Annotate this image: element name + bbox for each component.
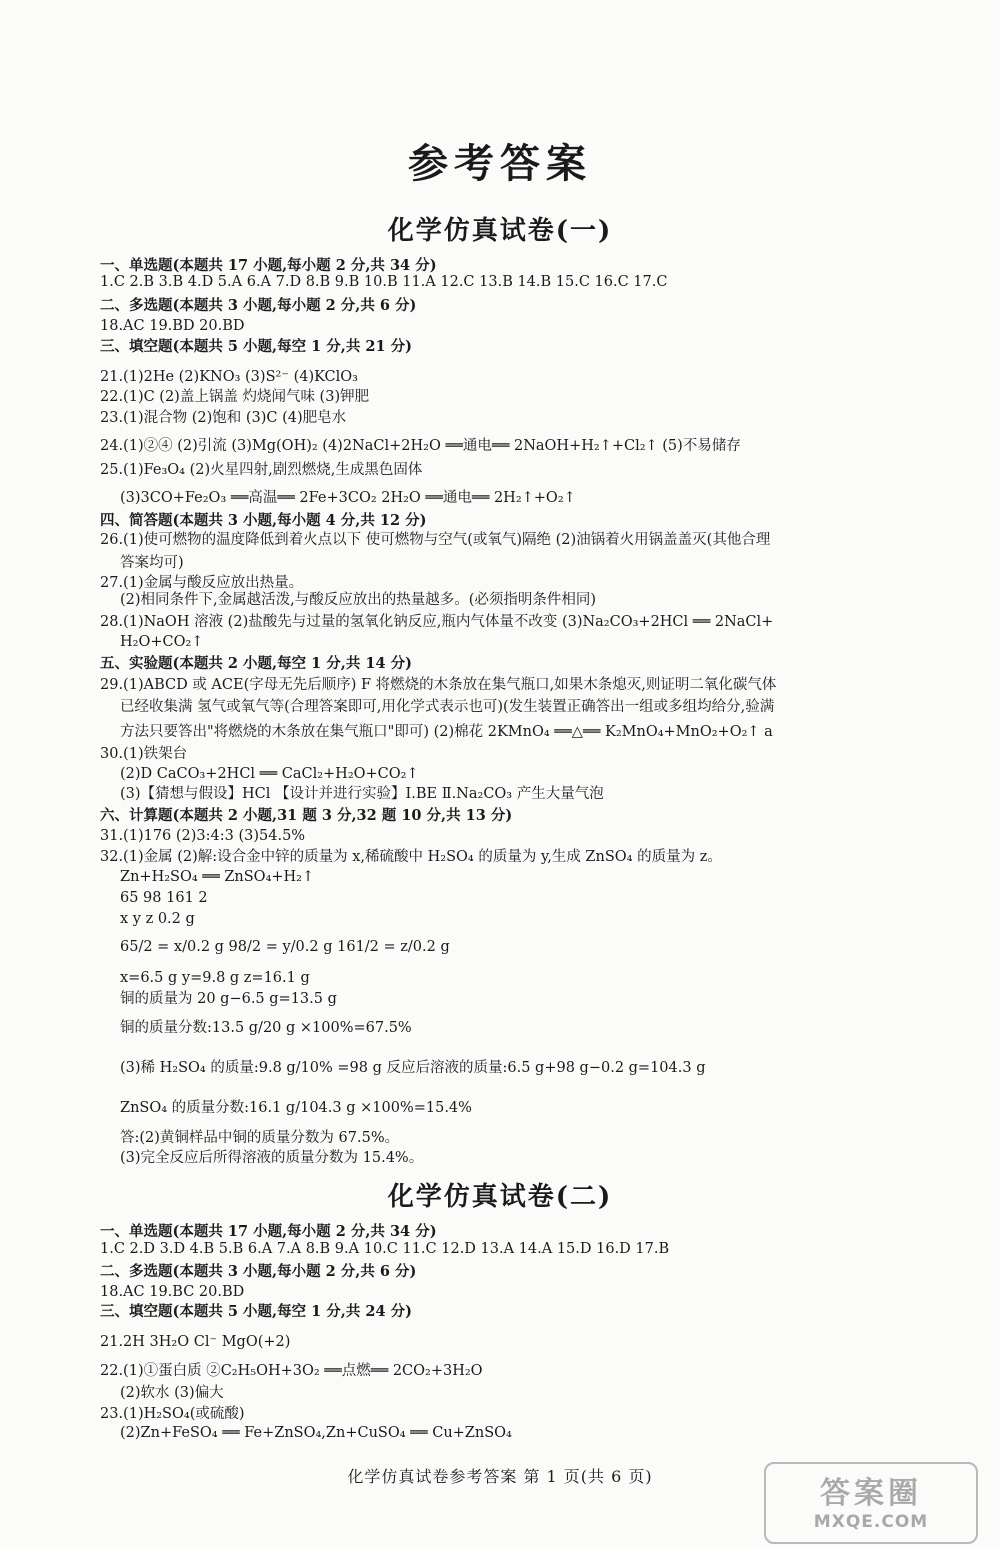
section-heading: 五、实验题(本题共 2 小题,每空 1 分,共 14 分) — [100, 655, 412, 672]
answer-line: 铜的质量为 20 g−6.5 g=13.5 g — [120, 991, 337, 1007]
watermark-brand: 答案圈 — [820, 1476, 922, 1511]
answer-line: 23.(1)混合物 (2)饱和 (3)C (4)肥皂水 — [100, 410, 347, 426]
watermark-logo — [764, 1462, 978, 1544]
answer-line: 1.C 2.D 3.D 4.B 5.B 6.A 7.A 8.B 9.A 10.C 11.C 12.D 13.A 14.A 15.D 16.D 17.B — [100, 1241, 670, 1257]
answer-line: (3)稀 H₂SO₄ 的质量:9.8 g/10% =98 g 反应后溶液的质量:6.5 g+98 g−0.2 g=104.3 g — [120, 1060, 706, 1076]
answer-line: x y z 0.2 g — [120, 911, 195, 927]
answer-line: (2)D CaCO₃+2HCl ══ CaCl₂+H₂O+CO₂↑ — [120, 766, 419, 782]
answer-line: 28.(1)NaOH 溶液 (2)盐酸先与过量的氢氧化钠反应,瓶内气体量不改变 (3)Na₂CO₃+2HCl ══ 2NaCl+ — [100, 614, 774, 630]
answer-line: H₂O+CO₂↑ — [120, 634, 204, 650]
answer-line: (2)软水 (3)偏大 — [120, 1385, 224, 1401]
section-heading: 六、计算题(本题共 2 小题,31 题 3 分,32 题 10 分,共 13 分) — [100, 807, 513, 824]
section-heading: 三、填空题(本题共 5 小题,每空 1 分,共 24 分) — [100, 1303, 412, 1320]
answer-line: (2)Zn+FeSO₄ ══ Fe+ZnSO₄,Zn+CuSO₄ ══ Cu+ZnSO₄ — [120, 1425, 512, 1441]
answer-line: 18.AC 19.BD 20.BD — [100, 318, 245, 334]
answer-line: 32.(1)金属 (2)解:设合金中锌的质量为 x,稀硫酸中 H₂SO₄ 的质量为 y,生成 ZnSO₄ 的质量为 z。 — [100, 849, 722, 865]
answer-line: 1.C 2.B 3.B 4.D 5.A 6.A 7.D 8.B 9.B 10.B 11.A 12.C 13.B 14.B 15.C 16.C 17.C — [100, 274, 668, 290]
section-heading: 四、简答题(本题共 3 小题,每小题 4 分,共 12 分) — [100, 512, 427, 529]
answer-line: 22.(1)①蛋白质 ②C₂H₅OH+3O₂ ══点燃══ 2CO₂+3H₂O — [100, 1363, 483, 1379]
answer-line: 65/2 = x/0.2 g 98/2 = y/0.2 g 161/2 = z/0.2 g — [120, 939, 450, 955]
answer-line: 已经收集满 氢气或氧气等(合理答案即可,用化学式表示也可)(发生装置正确答出一组或多组均给分,验满 — [120, 699, 775, 715]
answer-line: (2)相同条件下,金属越活泼,与酸反应放出的热量越多。(必须指明条件相同) — [120, 592, 597, 608]
answer-line: 22.(1)C (2)盖上锅盖 灼烧闻气味 (3)钾肥 — [100, 389, 370, 405]
watermark-url: MXQE.COM — [813, 1512, 929, 1532]
answer-line: 答案均可) — [120, 555, 184, 571]
page-footer: 化学仿真试卷参考答案 第 1 页(共 6 页) — [347, 1467, 653, 1486]
answer-line: 21.2H 3H₂O Cl⁻ MgO(+2) — [100, 1334, 291, 1350]
answer-line: 24.(1)②④ (2)引流 (3)Mg(OH)₂ (4)2NaCl+2H₂O ══通电══ 2NaOH+H₂↑+Cl₂↑ (5)不易储存 — [100, 438, 741, 454]
page-title: 参考答案 — [408, 140, 592, 187]
section-heading: 二、多选题(本题共 3 小题,每小题 2 分,共 6 分) — [100, 297, 417, 314]
answer-line: 27.(1)金属与酸反应放出热量。 — [100, 575, 304, 591]
answer-line: 30.(1)铁架台 — [100, 746, 188, 762]
answer-line: (3)【猜想与假设】HCl 【设计并进行实验】Ⅰ.BE Ⅱ.Na₂CO₃ 产生大量气泡 — [120, 786, 604, 802]
answer-line: 65 98 161 2 — [120, 890, 208, 906]
section-heading: 一、单选题(本题共 17 小题,每小题 2 分,共 34 分) — [100, 1223, 437, 1240]
answer-line: 答:(2)黄铜样品中铜的质量分数为 67.5%。 — [120, 1130, 400, 1146]
section-heading: 三、填空题(本题共 5 小题,每空 1 分,共 21 分) — [100, 338, 412, 355]
answer-line: (3)完全反应后所得溶液的质量分数为 15.4%。 — [120, 1150, 424, 1166]
answer-line: 方法只要答出"将燃烧的木条放在集气瓶口"即可) (2)棉花 2KMnO₄ ══△══ K₂MnO₄+MnO₂+O₂↑ a — [120, 724, 773, 740]
answer-line: 31.(1)176 (2)3:4:3 (3)54.5% — [100, 828, 306, 844]
answer-line: 21.(1)2He (2)KNO₃ (3)S²⁻ (4)KClO₃ — [100, 369, 358, 385]
section-title-paper-1: 化学仿真试卷(一) — [387, 216, 613, 246]
section-heading: 一、单选题(本题共 17 小题,每小题 2 分,共 34 分) — [100, 257, 437, 274]
answer-line: ZnSO₄ 的质量分数:16.1 g/104.3 g ×100%=15.4% — [120, 1100, 472, 1116]
answer-line: Zn+H₂SO₄ ══ ZnSO₄+H₂↑ — [120, 869, 315, 885]
answer-line: 26.(1)使可燃物的温度降低到着火点以下 使可燃物与空气(或氧气)隔绝 (2)油锅着火用锅盖盖灭(其他合理 — [100, 532, 771, 548]
answer-line: x=6.5 g y=9.8 g z=16.1 g — [120, 970, 310, 986]
section-heading: 二、多选题(本题共 3 小题,每小题 2 分,共 6 分) — [100, 1263, 417, 1280]
answer-line: 25.(1)Fe₃O₄ (2)火星四射,剧烈燃烧,生成黑色固体 — [100, 462, 423, 478]
section-title-paper-2: 化学仿真试卷(二) — [387, 1182, 613, 1212]
answer-line: 23.(1)H₂SO₄(或硫酸) — [100, 1406, 245, 1422]
answer-line: 29.(1)ABCD 或 ACE(字母无先后顺序) F 将燃烧的木条放在集气瓶口,如果木条熄灭,则证明二氧化碳气体 — [100, 677, 777, 693]
answer-line: (3)3CO+Fe₂O₃ ══高温══ 2Fe+3CO₂ 2H₂O ══通电══ 2H₂↑+O₂↑ — [120, 490, 576, 506]
answer-line: 18.AC 19.BC 20.BD — [100, 1284, 245, 1300]
answer-line: 铜的质量分数:13.5 g/20 g ×100%=67.5% — [120, 1020, 412, 1036]
